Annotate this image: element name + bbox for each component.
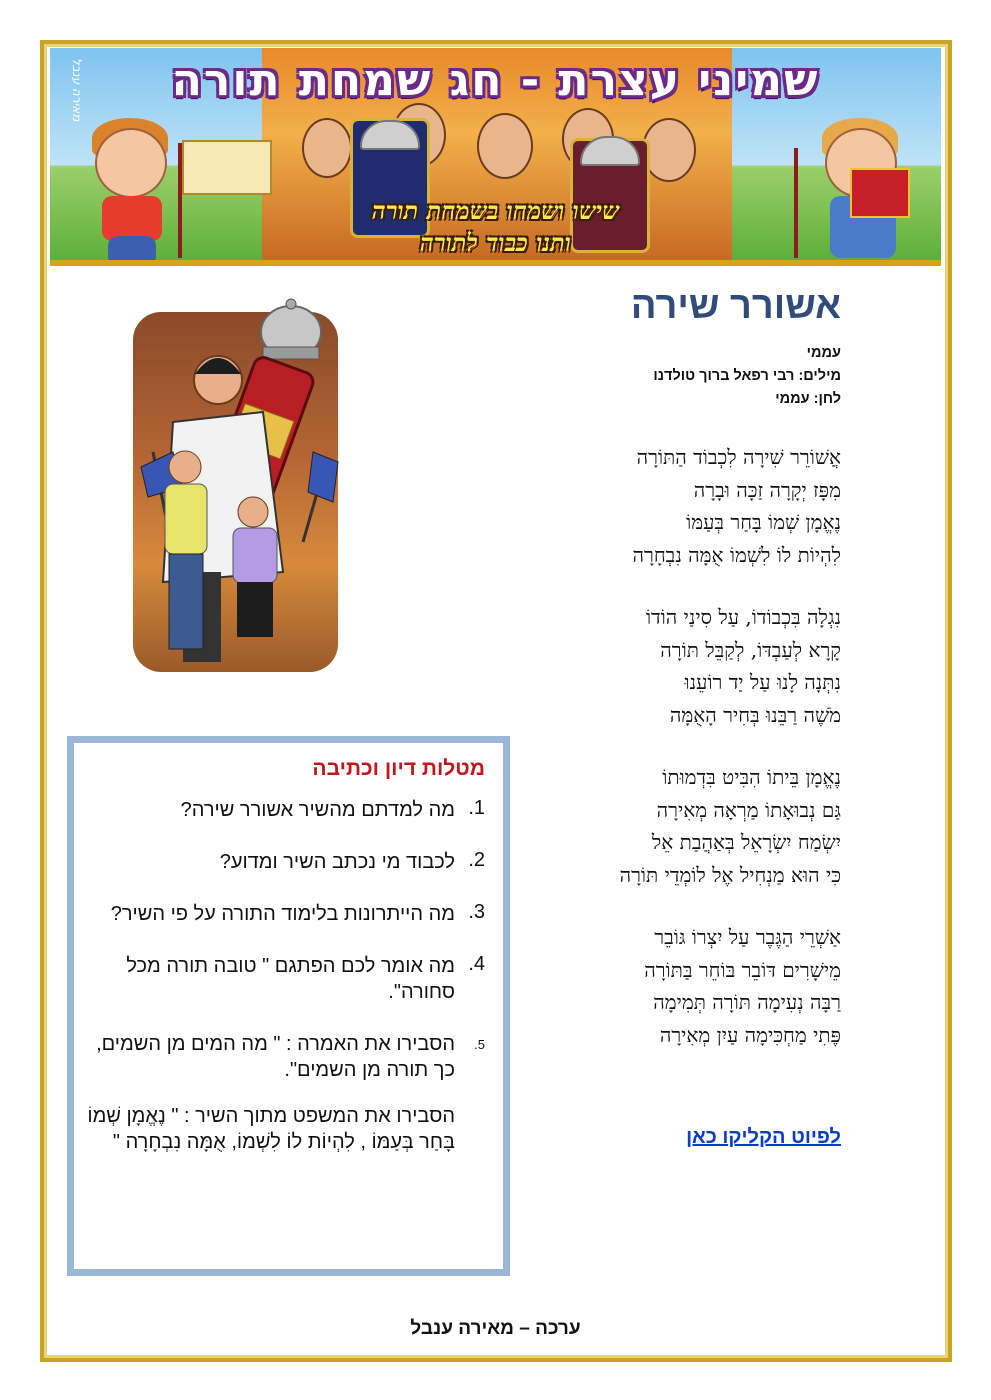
list-item: [85, 1031, 485, 1083]
list-item: [85, 797, 485, 823]
question-list: [85, 797, 485, 1083]
lyric-line: נִגְלָה בִּכְבוֹדוֹ, עַל סִינַי הוֹדוֹ: [645, 605, 841, 629]
question-number: 3.: [468, 901, 485, 923]
banner-title: שמיני עצרת - חג שמחת תורה: [171, 54, 820, 106]
lyric-line: מִפָּז יְקָרָה זַכָּה וּבָרָה: [693, 477, 841, 502]
question-text: לכבוד מי נכתב השיר ומדוע?: [219, 851, 455, 873]
lyric-line: מֵישָׁרִים דּוֹבֵר בּוֹחֵר בַּתּוֹרָה: [644, 957, 841, 982]
song-composer: לחן: עממי: [775, 391, 841, 407]
lyric-line: רַבָּה נְעִימָה תּוֹרָה תְּמִימָה: [653, 990, 841, 1014]
header-banner: [50, 48, 941, 266]
song-title: אשורר שירה: [630, 285, 841, 327]
lyric-line: כִּי הוּא מַנְחִיל אֶל לוֹמְדֵי תּוֹרָה: [619, 862, 841, 887]
flag-icon: [182, 140, 272, 195]
stanza: [421, 601, 841, 731]
banner-slogan-line2: ותנו כבוד לתורה: [420, 228, 571, 257]
song-origin: עממי: [806, 345, 841, 361]
lyric-line: גַּם נְבוּאָתוֹ מַרְאָה מְאִירָה: [656, 797, 841, 822]
extra-question: הסבירו את המשפט מתוך השיר : " נֶאֱמָן שְׁמוֹ בָּחַר בְּעַמּוֹ , לִהְיוֹת לוֹ לִשְׁמוֹ, אֻמָּה נִבְחָרָה ": [87, 1105, 455, 1153]
discussion-title: מטלות דיון וכתיבה: [312, 757, 485, 780]
lyric-line: קָרָא לְעַבְדּוֹ, לְקַבֵּל תּוֹרָה: [660, 637, 841, 662]
lyric-line: אֲשׁוֹרֵר שִׁירָה לִכְבוֹד הַתּוֹרָה: [636, 445, 841, 469]
lyric-line: יִשְׂמַח יִשְׂרָאֵל בְּאַהֲבַת אֵל: [651, 830, 841, 854]
song-lyricist: מילים: רבי רפאל ברוך טולדנו: [653, 368, 841, 384]
lyric-line: פֶּתִי מַחְכִּימָה עַיִן מְאִירָה: [659, 1022, 841, 1047]
lyric-line: נֶאֱמָן בֵּיתוֹ הִבִּיט בִּדְמוּתוֹ: [662, 765, 841, 789]
torah-procession-illustration: [133, 292, 343, 677]
question-text: הסבירו את האמרה : " מה המים מן השמים, כך תורה מן השמים".: [96, 1033, 455, 1081]
question-text: מה למדתם מהשיר אשורר שירה?: [180, 799, 455, 821]
lyric-line: מֹשֶׁה רַבֵּנוּ בְּחִיר הָאֻמָּה: [669, 702, 841, 727]
question-text: מה אומר לכם הפתגם " טובה תורה מכל סחורה".: [126, 955, 455, 1003]
torah-crown-icon: [261, 299, 321, 359]
lyric-line: לִהְיוֹת לוֹ לִשְׁמוֹ אֻמָּה נִבְחָרָה: [632, 542, 841, 567]
discussion-box: [67, 736, 510, 1276]
piyut-link[interactable]: לפיוט הקליקו כאן: [686, 1126, 841, 1148]
question-text: מה הייתרונות בלימוד התורה על פי השיר?: [110, 903, 455, 925]
lyric-line: נֶאֱמָן שְׁמוֹ בָּחַר בְּעַמּוֹ: [686, 510, 841, 534]
banner-signature: מאירה ענבל: [70, 58, 84, 122]
banner-slogan-line1: שישו ושמחו בשמחת תורה: [371, 196, 620, 225]
footer-credit: ערכה – מאירה ענבל: [410, 1318, 581, 1339]
list-item: [85, 849, 485, 875]
lyric-line: נִתְּנָה לָנוּ עַל יַד רוֹעֵנוּ: [684, 670, 841, 694]
question-number: 5.: [474, 1037, 485, 1052]
list-item: [85, 901, 485, 927]
flag-icon: [303, 452, 338, 542]
stanza: [421, 441, 841, 571]
question-number: 2.: [468, 849, 485, 871]
question-number: 4.: [468, 953, 485, 975]
lyric-line: אַשְׁרֵי הַגֶּבֶר עַל יִצְרוֹ גּוֹבֵר: [654, 925, 841, 949]
list-item: [85, 953, 485, 1005]
question-number: 1.: [468, 797, 485, 819]
